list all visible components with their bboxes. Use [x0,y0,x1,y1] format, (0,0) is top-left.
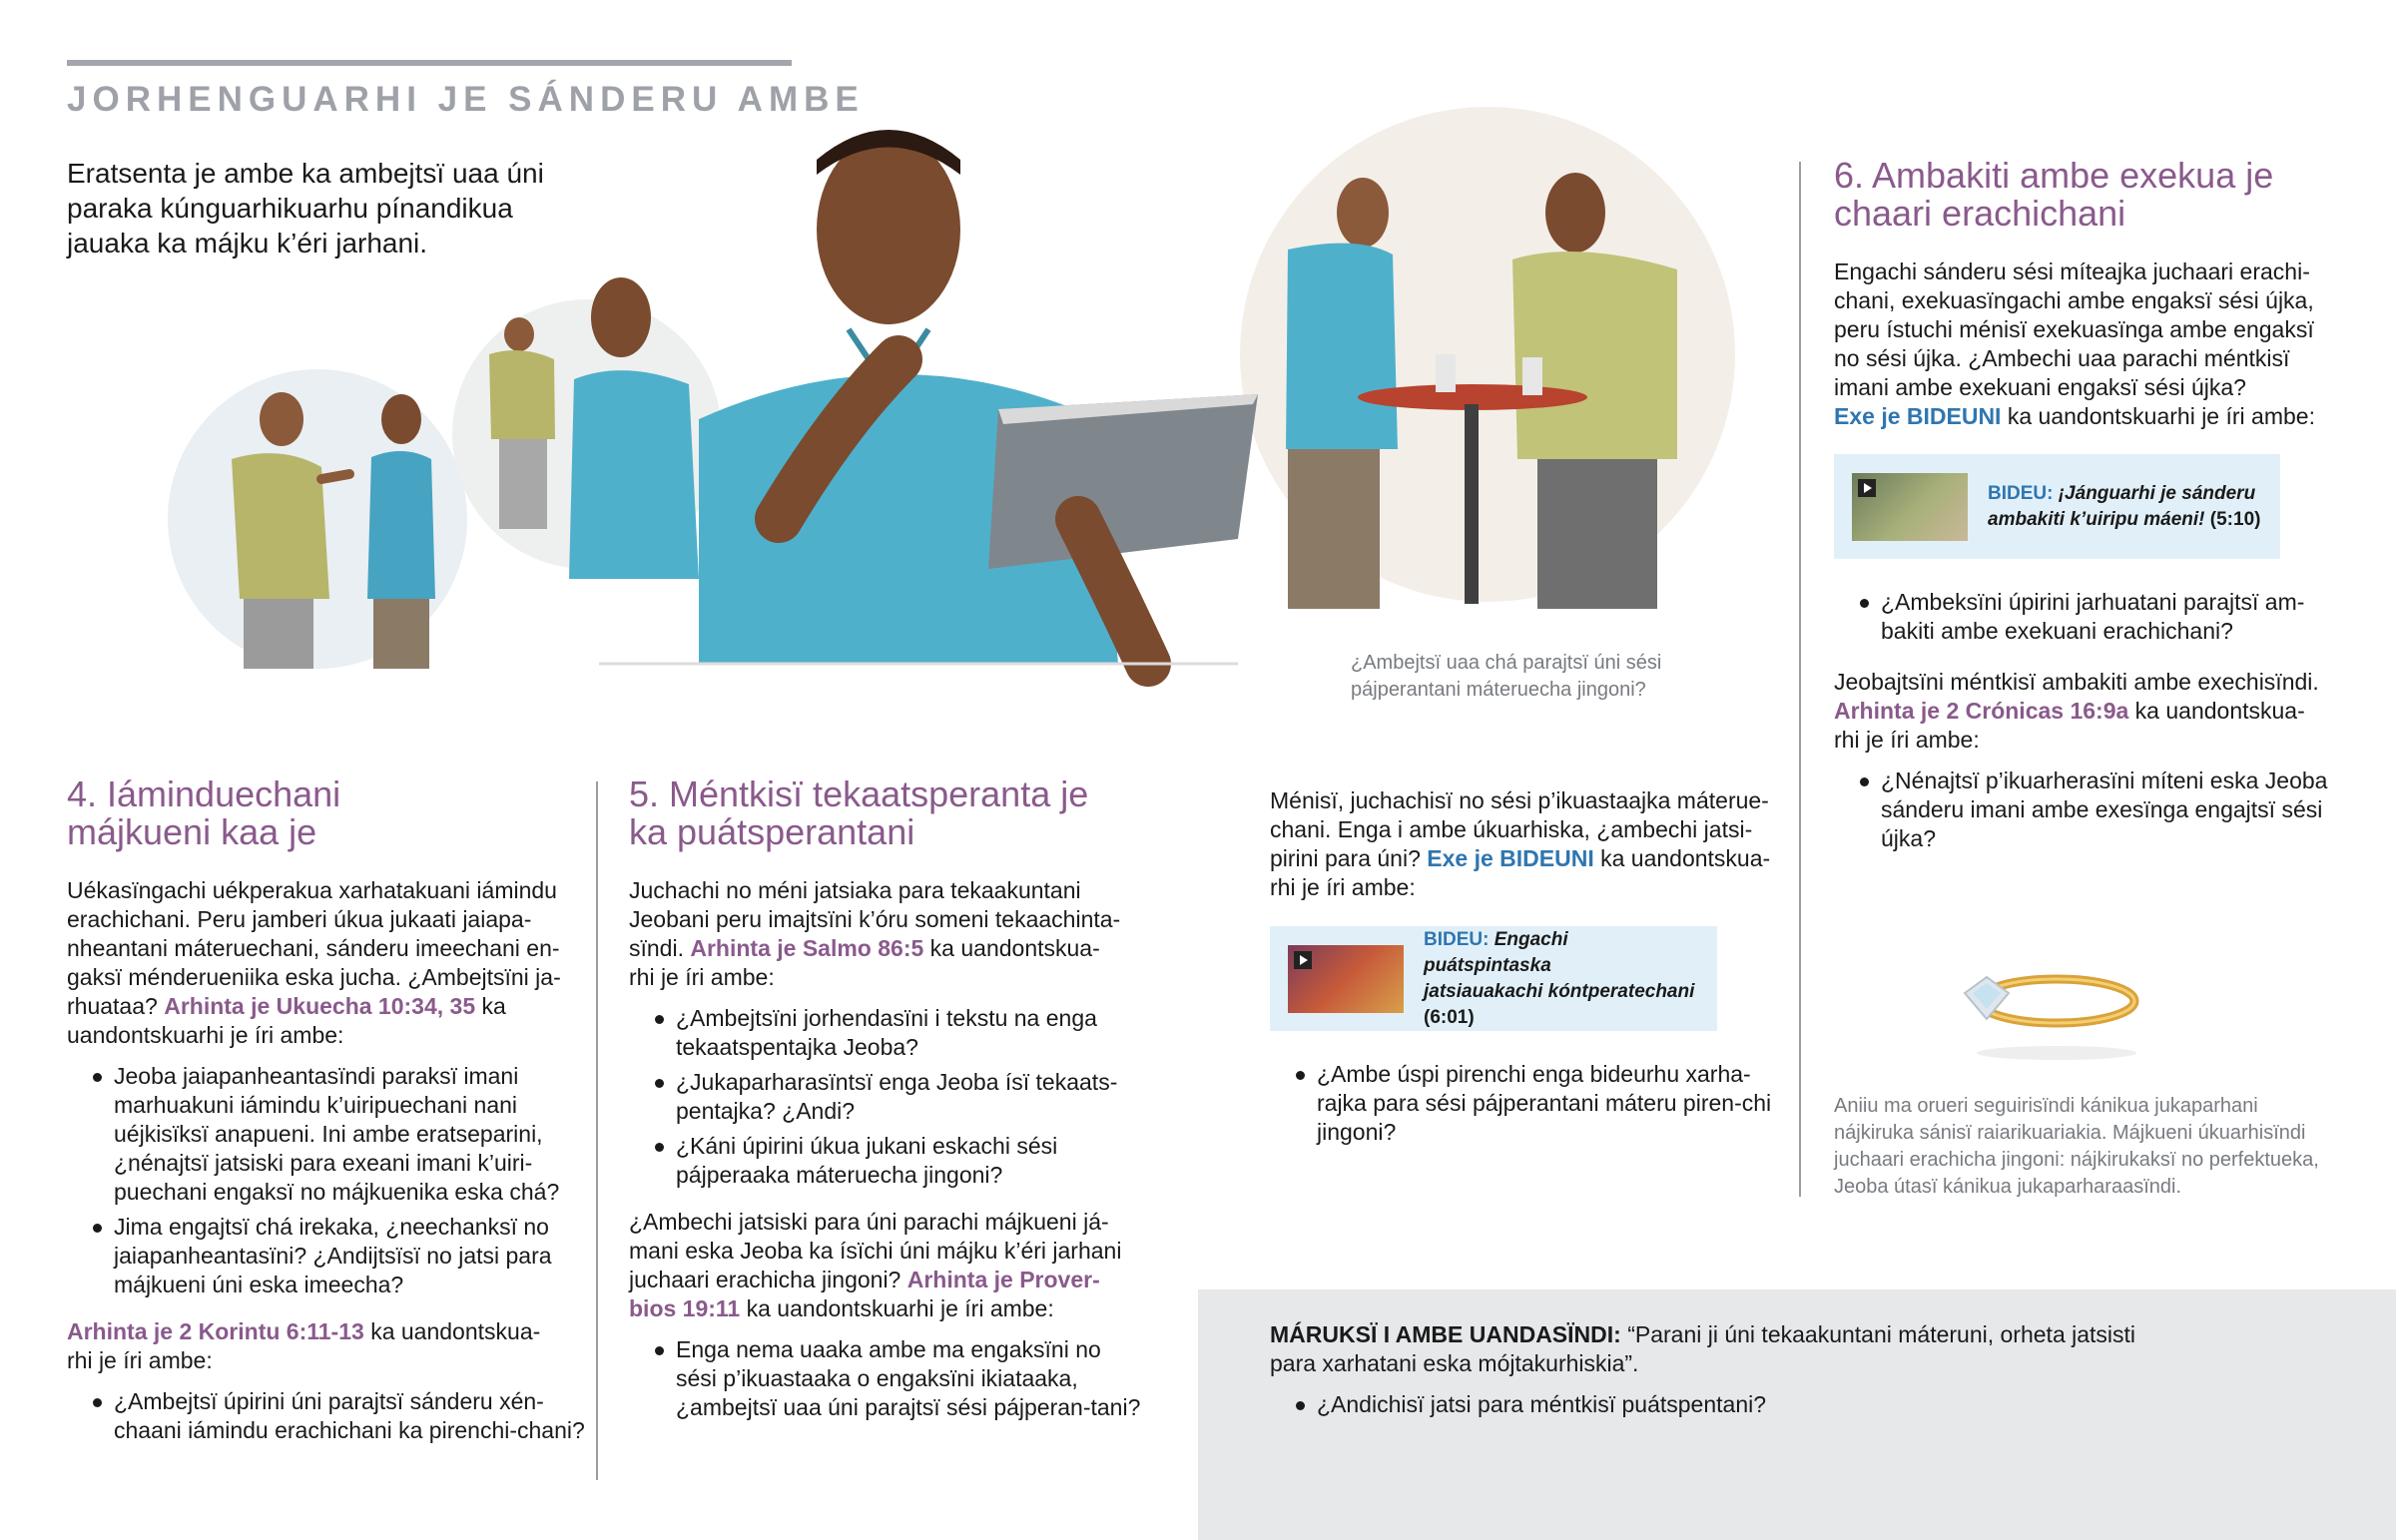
section-6-questions [1834,588,2353,646]
video-thumbnail[interactable] [1288,945,1404,1013]
list-item: ¿Jukaparharasïntsï enga Jeoba ísï tekaats-pentajka? ¿Andi? [629,1068,1148,1126]
play-icon [1858,479,1876,497]
list-item: Enga nema uaaka ambe ma engaksïni no sési p’ikuastaaka o engaksïni ikiataaka, ¿ambejtsï uaa úni parajtsï sési pájperan-tani? [629,1335,1148,1422]
video-link[interactable]: Exe je BIDEUNI [1427,845,1594,871]
video-card-janguarhi[interactable] [1834,454,2280,559]
section-4-body [67,876,586,1451]
intro-text: Eratsenta je ambe ka ambejtsï uaa úni paraka kúnguarhikuarhu pínandikua jauaka ka májku k’éri jarhani. [67,158,544,258]
ring-caption: Aniiu ma orueri seguirisïndi kánikua jukaparhani nájkiruka sánisï raiarikuariakia. Májkueni úkuarhisïndi juchaari erachicha jingoni: nájkirukaksï no perfektueka, Jeoba útasï kánikua jukaparharaasïndi. [1834,1095,2319,1198]
section-5-body [629,876,1148,1428]
section-6-body: Engachi sánderu sési míteajka juchaari erachi- chani, exekuasïngachi ambe engaksï sési újka, peru ístuchi ménisï exekuasïnga ambe engaksï no sési újka. ¿Ambechi uaa parachi méntkisï imani ambe exekuani engaksï sési újka? Exe je BIDEUNI ka uandontskuarhi je íri ambe: [1834,258,2315,429]
section-5-questions [629,1004,1148,1190]
section-4-paragraph-2: Arhinta je 2 Korintu 6:11-13 ka uandontskua- rhi je íri ambe: [67,1318,541,1373]
summary-questions [1270,1390,2268,1419]
summary-text: MÁRUKSÏ I AMBE UANDASÏNDI: “Parani ji úni tekaakuntani máteruni, orheta jatsisti para xarhatani eska mójtakurhiskia”. ¿Andichisï jatsi para méntkisï puátspentani? [1270,1320,2268,1425]
scripture-link[interactable]: Arhinta je Prover- [906,1267,1100,1292]
header-rule [67,60,792,66]
video-label: BIDEU: ¡Jánguarhi je sánderu ambakiti k’uiripu máeni! (5:10) [1988,482,2261,530]
list-item: ¿Káni úpirini úkua jukani eskachi sési pájperaaka máteruecha jingoni? [629,1132,1148,1190]
column-divider [596,781,598,1480]
section-5-title: 5. Méntkisï tekaatsperanta je ka puátsperantani [629,773,1089,852]
video-link[interactable]: Exe je BIDEUNI [1834,403,2002,429]
section-5-continued: Ménisï, juchachisï no sési p’ikuastaajka máterue- chani. Enga i ambe úkuarhiska, ¿ambechi jatsi- pirini para úni? Exe je BIDEUNI ka uandontskua- rhi je íri ambe: [1270,787,1771,900]
section-4-questions [67,1062,586,1299]
ring-icon [1937,953,2146,1068]
section-5-questions-2 [629,1335,1148,1422]
play-icon [1294,951,1312,969]
section-6-title: 6. Ambakiti ambe exekua je chaari erachichani [1834,155,2274,234]
video-thumbnail[interactable] [1852,473,1968,541]
scripture-link[interactable]: Arhinta je 2 Crónicas 16:9a [1834,698,2129,724]
column-divider [1799,162,1801,1197]
list-item: ¿Nénajtsï p’ikuarherasïni míteni eska Jeoba sánderu imani ambe exesïnga engajtsï sési újka? [1834,767,2353,853]
list-item: ¿Ambejtsïni jorhendasïni i tekstu na enga tekaatspentajka Jeoba? [629,1004,1148,1062]
scripture-link[interactable]: Arhinta je Salmo 86:5 [690,935,924,961]
section-6-questions-2 [1834,767,2353,853]
scripture-link[interactable]: Arhinta je Ukuecha 10:34, 35 [164,993,476,1019]
section-5-paragraph-2: ¿Ambechi jatsiski para úni parachi májkueni já- mani eska Jeoba ka ísïchi úni májku k’éri jarhani juchaari erachicha jingoni? Arhinta je Prover- bios 19:11 ka uandontskuarhi je íri ambe: [629,1209,1122,1321]
list-item: ¿Ambejtsï úpirini úni parajtsï sánderu xén-chaani iámindu erachichani ka pirenchi-chani? [67,1387,586,1445]
list-item: ¿Ambeksïni úpirini jarhuatani parajtsï am-bakiti ambe exekuani erachichani? [1834,588,2353,646]
list-item: Jima engajtsï chá irekaka, ¿neechanksï no jaiapanheantasïni? ¿Andijtsïsï no jatsi para májkueni úni eska imeecha? [67,1213,586,1299]
video-card-puatspintaska[interactable] [1270,926,1717,1031]
scripture-link[interactable]: Arhinta je 2 Korintu 6:11-13 [67,1318,364,1344]
section-6-body-2: ¿Ambeksïni úpirini jarhuatani parajtsï am-bakiti ambe exekuani erachichani? Jeobajtsïni méntkisï ambakiti ambe exechisïndi. Arhinta je 2 Crónicas 16:9a ka uandontskua- rhi je íri ambe: ¿Nénajtsï p’ikuarherasïni míteni eska Jeoba sánderu imani ambe exesïnga engajtsï sési újka? [1834,588,2353,859]
list-item: Jeoba jaiapanheantasïndi paraksï imani marhuakuni iámindu k’uiripuechani nani uéjkisïksï anapueni. Ini ambe eratseparini, ¿nénajtsï jatsiski para exeani imani k’uiri-puechani engaksï no májkuenika eska chá? [67,1062,586,1207]
section-4-paragraph: Uékasïngachi uékperakua xarhatakuani iámindu erachichani. Peru jamberi úkua jukaati jaiapa- nheantani máteruechani, sánderu imeechani en- gaksï ménderueniika eska jucha. ¿Ambejtsïni ja- rhuataa? Arhinta je Ukuecha 10:34, 35 ka uandontskuarhi je íri ambe: [67,877,561,1048]
video-label: BIDEU: Engachi puátspintaska jatsiauakachi kóntperatechani (6:01) [1424,928,1695,1028]
section-4-title: 4. Iáminduechani májkueni kaa je [67,773,341,852]
section-5-video-questions [1270,1060,1789,1153]
list-item: ¿Andichisï jatsi para méntkisï puátspentani? [1270,1390,2268,1419]
section-5-paragraph: Juchachi no méni jatsiaka para tekaakuntani Jeobani peru imajtsïni k’óru someni tekaachinta- sïndi. Arhinta je Salmo 86:5 ka uandontskua- rhi je íri ambe: [629,877,1121,990]
scripture-link[interactable]: bios 19:11 [629,1295,741,1321]
illustration-caption: ¿Ambejtsï uaa chá parajtsï úni sési pájperantani máteruecha jingoni? [1351,652,1662,701]
summary-label: MÁRUKSÏ I AMBE UANDASÏNDI: [1270,1321,1621,1347]
page-title: JORHENGUARHI JE SÁNDERU AMBE [67,80,865,119]
illustration-man-reflecting [150,100,1747,699]
section-4-questions-2 [67,1387,586,1445]
list-item: ¿Ambe úspi pirenchi enga bideurhu xarha-rajka para sési pájperantani máteru piren-chi jingoni? [1270,1060,1789,1147]
